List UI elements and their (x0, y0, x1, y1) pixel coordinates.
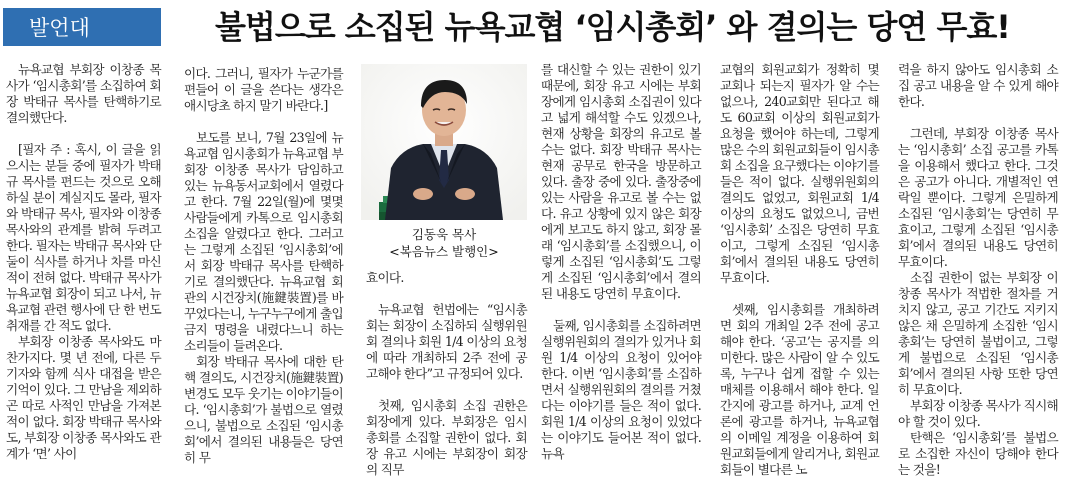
paragraph: 를 대신할 수 있는 권한이 있기 때문에, 회장 유고 시에는 부회장에게 임시총회 소집권이 있다고 넓게 해석할 수도 있겠으나, 현재 상황을 회장의 유고로 볼 수는 없다. 회장 박태규 목사는 현재 공무로 한국을 방문하고 있다. 출장 중에 있다. 출장중에 있는 사람을 유고로 볼 수는 없다. 유고 상황에 있지 않은 회장에게 보고도 하지 않고, 회장 몰래 ‘임시총회’를 소집했으니, 이렇게 소집된 ‘임시총회’도 그렇게 소집된 ‘임시총회’에서 결의된 내용도 당연히 무효이다. (541, 62, 701, 301)
paragraph: 뉴욕교협 부회장 이창종 목사가 ‘임시총회’를 소집하여 회장 박태규 목사를 탄핵하기로 결의했단다. (6, 62, 161, 125)
article-column-6 (898, 62, 1058, 478)
paragraph: 뉴욕교협 헌법에는 “임시총회는 회장이 소집하되 실행위원회 결의나 회원 1/4 이상의 요청에 따라 개최하되 2주 전에 공고해야 한다”고 규정되어 있다. (366, 302, 527, 381)
paragraph: 소집 권한이 없는 부회장 이창종 목사가 적법한 절차를 거치지 않고, 공고 기간도 지키지 않은 채 은밀하게 소집한 ‘임시총회’는 당연히 불법이고, 그렇게 불법으로 소집된 ‘임시총회’에서 결의된 사항 또한 당연히 무효이다. (898, 270, 1058, 397)
paragraph: 탄핵은 ‘임시총회’를 불법으로 소집한 자신이 당해야 한다는 것을! (898, 430, 1058, 477)
author-name: 김동욱 목사 (411, 227, 477, 242)
paragraph: 부회장 이창종 목사가 직시해야 할 것이 있다. (898, 398, 1058, 429)
author-photo (361, 64, 527, 220)
article-column-5 (720, 62, 879, 478)
paragraph: 교협의 회원교회가 정확히 몇 교회나 되는지 필자가 알 수는 없으나, 240교회만 된다고 해도 60교회 이상의 회원교회가 요청을 했어야 하는데, 그렇게 많은 수의 회원교회들이 임시총회 소집을 요구했다는 이야기를 들은 적이 없다. 실행위원회의 결의도 없었고, 회원교회 1/4 이상의 요청도 없었으니, 금번 ‘임시총회’ 소집은 당연히 무효이고, 그렇게 소집된 ‘임시총회’에서 결의된 내용도 당연히 무효이다. (720, 62, 879, 285)
article-column-2 (184, 66, 343, 466)
section-label: 발언대 (3, 8, 161, 46)
paragraph: 셋째, 임시총회를 개최하려면 회의 개최일 2주 전에 공고해야 한다. ‘공고’는 공지를 의미한다. 많은 사람이 알 수 있도록, 누구나 쉽게 접할 수 있는 매체를 이용해서 해야 한다. 일간지에 광고를 하거나, 교계 언론에 광고를 하거나, 뉴욕교협의 이메일 계정을 이용하여 회원교회들에게 알리거나, 회원교회들이 별다른 노 (720, 302, 879, 477)
paragraph: 효이다. (366, 270, 404, 285)
paragraph: 부회장 이창종 목사와도 마찬가지다. 몇 년 전에, 다른 두 기자와 함께 식사 대접을 받은 기억이 있다. 그 만남을 제외하곤 따로 사적인 만남을 가져본 적이 없다. 회장 박태규 목사와도, 부회장 이창종 목사와도 관계가 ‘면’ 사이 (6, 334, 161, 461)
paragraph: 첫째, 임시총회 소집 권한은 회장에게 있다. 부회장은 임시총회를 소집할 권한이 없다. 회장 유고 시에는 부회장이 회장의 직무 (366, 398, 527, 477)
article-column-4 (541, 62, 701, 462)
paragraph: 이다. 그러니, 필자가 누군가를 편들어 이 글을 쓴다는 생각은 애시당초 하지 말기 바란다.] (184, 66, 343, 113)
article-column-3 (366, 270, 527, 478)
headline: 불법으로 소집된 뉴욕교협 ‘임시총회’ 와 결의는 당연 무효! (215, 8, 1010, 46)
article-column-1 (6, 62, 161, 462)
author-affiliation: <복음뉴스 발행인> (389, 244, 499, 259)
paragraph: 력을 하지 않아도 임시총회 소집 공고 내용을 알 수 있게 해야 한다. (898, 62, 1058, 109)
paragraph: [필자 주 : 혹시, 이 글을 읽으시는 분들 중에 필자가 박태규 목사를 편드는 것으로 오해하실 분이 계실지도 몰라, 필자와 박태규 목사, 필자와 이창종 목사와의 관계를 밝혀 두려고 한다. 필자는 박태규 목사와 단둘이 식사를 하거나 차를 마신 적이 전혀 없다. 박태규 목사가 뉴욕교협 회장이 되고 나서, 뉴욕교협 관련 행사에 단 한 번도 취재를 간 적도 없다. (6, 142, 161, 333)
photo-caption (361, 226, 527, 260)
paragraph: 그런데, 부회장 이창종 목사는 ‘임시총회’ 소집 공고를 카톡을 이용해서 했다고 한다. 그것은 공고가 아니다. 개별적인 연락일 뿐이다. 그렇게 은밀하게 소집된 ‘임시총회’는 당연히 무효이고, 그렇게 소집된 ‘임시총회’에서 결의된 내용도 당연히 무효이다. (898, 126, 1058, 269)
paragraph: 회장 박태규 목사에 대한 탄핵 결의도, 시건장치(施鍵裝置) 변경도 모두 웃기는 이야기들이다. ‘임시총회’가 불법으로 열렸으니, 불법으로 소집된 ‘임시총회’에서 결의된 내용들은 당연히 무 (184, 354, 343, 465)
paragraph: 보도를 보니, 7월 23일에 뉴욕교협 임시총회가 뉴욕교협 부회장 이창종 목사가 담임하고 있는 뉴욕동서교회에서 열렸다고 한다. 7월 22일(월)에 몇몇 사람들에게 카톡으로 임시총회 소집을 알렸다고 한다. 그러고는 그렇게 소집된 ‘임시총회’에서 회장 박태규 목사를 탄핵하기로 결의했단다. 뉴욕교협 회관의 시건장치(施鍵裝置)를 바꾸었다는니, 누구누구에게 출입금지 명령을 내렸다느니 하는 소리들이 들려온다. (184, 130, 343, 353)
paragraph: 둘째, 임시총회를 소집하려면 실행위원회의 결의가 있거나 회원 1/4 이상의 요청이 있어야 한다. 이번 ‘임시총회’를 소집하면서 실행위원회의 결의를 거쳤다는 이야기를 들은 적이 없다. 회원 1/4 이상의 요청이 있었다는 이야기도 들어본 적이 없다. 뉴욕 (541, 318, 701, 461)
author-portrait-image (361, 64, 527, 220)
